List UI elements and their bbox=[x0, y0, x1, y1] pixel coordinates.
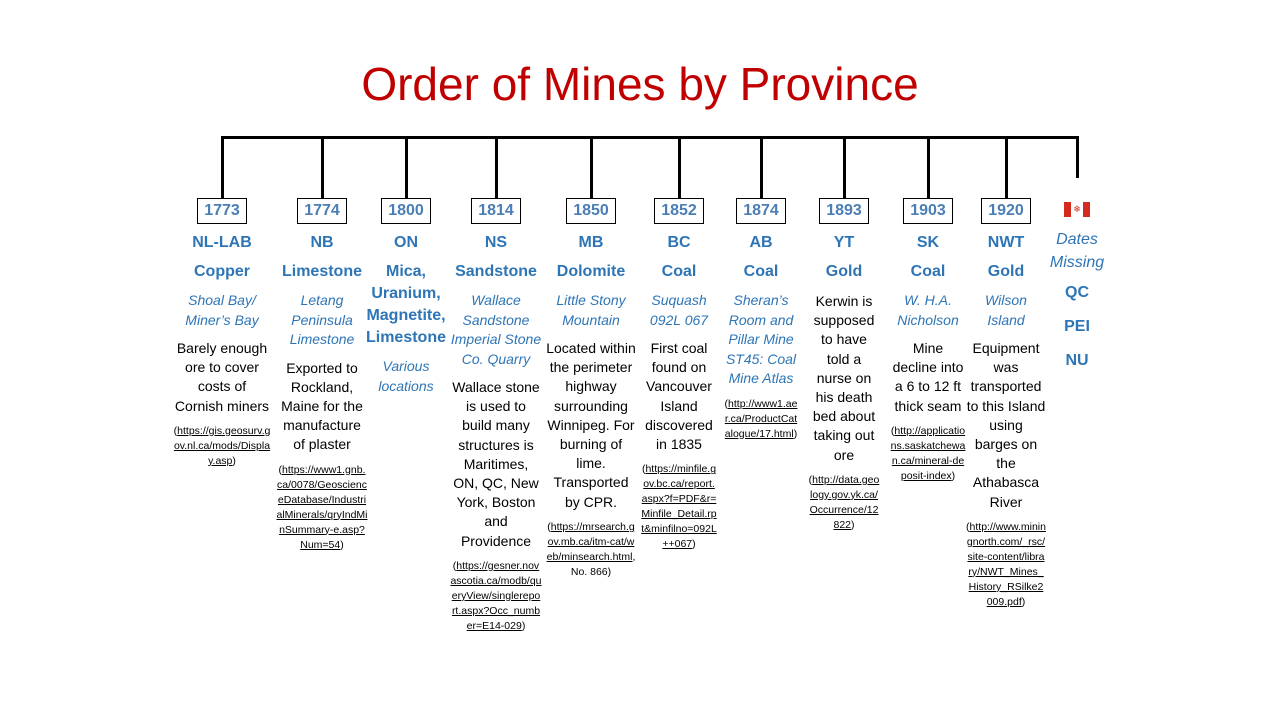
description-text: Exported to Rockland, Maine for the manufacture of plaster bbox=[281, 359, 363, 453]
timeline-tick bbox=[221, 136, 224, 200]
timeline-line bbox=[222, 136, 1079, 139]
timeline-column bbox=[545, 198, 637, 580]
timeline-column bbox=[890, 198, 966, 484]
missing-province: NU bbox=[1065, 352, 1089, 369]
mineral-label: Sandstone bbox=[455, 263, 537, 280]
source-link[interactable]: https://gis.geosurv.gov.nl.ca/mods/Display.asp bbox=[173, 424, 271, 467]
timeline-tick bbox=[1005, 136, 1008, 200]
missing-province: QC bbox=[1065, 284, 1089, 301]
source-citation: (http://www1.aer.ca/ProductCatalogue/17.html) bbox=[724, 397, 798, 440]
province-label: NS bbox=[484, 234, 508, 251]
timeline-tick bbox=[1076, 136, 1079, 178]
source-suffix: ) bbox=[1021, 595, 1026, 608]
timeline-column bbox=[724, 198, 798, 442]
source-suffix: ) bbox=[692, 538, 696, 551]
timeline-column bbox=[966, 198, 1046, 610]
location-label: Shoal Bay/ Miner’s Bay bbox=[185, 292, 259, 328]
timeline-tick bbox=[405, 136, 408, 200]
source-link[interactable]: https://minfile.gov.bc.ca/report.aspx?f=PDF&r=Minfile_Detail.rpt&minfilno=092L++067 bbox=[641, 463, 717, 551]
location-label: Sheran’s Room and Pillar Mine ST45: Coal Mine Atlas bbox=[725, 292, 797, 386]
year-box: 1850 bbox=[566, 198, 616, 224]
timeline-tick bbox=[760, 136, 763, 200]
source-citation: (https://www1.gnb.ca/0078/GeoscienceDatabase/IndustrialMinerals/qryIndMinSummary-e.asp?Num=54) bbox=[276, 463, 368, 551]
location-label: Wallace Sandstone Imperial Stone Co. Quarry bbox=[450, 292, 542, 367]
year-box: 1893 bbox=[819, 198, 869, 224]
location-label: Wilson Island bbox=[985, 292, 1027, 328]
location-label: Suquash 092L 067 bbox=[649, 292, 709, 328]
timeline-column bbox=[276, 198, 368, 553]
source-suffix: , No. 866) bbox=[570, 550, 636, 578]
province-label: SK bbox=[916, 234, 940, 251]
source-citation: (https://gis.geosurv.gov.nl.ca/mods/Display.asp) bbox=[173, 424, 271, 467]
location-label: Various locations bbox=[378, 358, 434, 394]
source-link[interactable]: https://www1.gnb.ca/0078/GeoscienceDatabase/IndustrialMinerals/qryIndMinSummary-e.asp?Num=54 bbox=[276, 463, 368, 551]
source-suffix: ) bbox=[340, 538, 344, 551]
mineral-label: Limestone bbox=[281, 263, 362, 280]
mineral-label: Coal bbox=[743, 263, 779, 280]
timeline-column bbox=[641, 198, 717, 552]
source-link[interactable]: http://data.geology.gov.yk.ca/Occurrence/12822 bbox=[809, 473, 880, 531]
timeline-column bbox=[450, 198, 542, 634]
description-text: Located within the perimeter highway surrounding Winnipeg. For burning of lime. Transported by CPR. bbox=[546, 340, 636, 510]
timeline-column bbox=[360, 198, 452, 396]
source-citation: (https://mrsearch.gov.mb.ca/itm-cat/web/minsearch.html, No. 866) bbox=[546, 520, 636, 578]
source-citation: (http://data.geology.gov.yk.ca/Occurrence/12822) bbox=[808, 473, 880, 531]
location-label: W. H.A. Nicholson bbox=[897, 292, 959, 328]
description-text: Mine decline into a 6 to 12 ft thick seam bbox=[892, 340, 964, 414]
year-box: 1920 bbox=[981, 198, 1031, 224]
province-label: NWT bbox=[987, 234, 1025, 251]
timeline-column bbox=[172, 198, 272, 469]
dates-missing-label: Dates Missing bbox=[1049, 231, 1105, 271]
timeline-tick bbox=[843, 136, 846, 200]
mineral-label: Copper bbox=[194, 263, 250, 280]
location-label: Letang Peninsula Limestone bbox=[289, 292, 355, 347]
source-link[interactable]: https://gesner.novascotia.ca/modb/queryView/singlereport.aspx?Occ_number=E14-029 bbox=[450, 559, 542, 632]
source-suffix: ) bbox=[232, 454, 236, 467]
missing-dates-column bbox=[1037, 198, 1117, 376]
source-link[interactable]: http://www1.aer.ca/ProductCatalogue/17.html bbox=[724, 397, 798, 440]
source-citation: (http://applications.saskatchewan.ca/mineral-deposit-index) bbox=[890, 424, 966, 482]
year-box: 1800 bbox=[381, 198, 431, 224]
province-label: NB bbox=[310, 234, 334, 251]
year-box: 1852 bbox=[654, 198, 704, 224]
province-label: MB bbox=[578, 234, 604, 251]
description-text: Wallace stone is used to build many structures is Maritimes, ON, QC, New York, Boston and Providence bbox=[452, 379, 540, 549]
province-label: NL-LAB bbox=[192, 234, 252, 251]
year-box: 1814 bbox=[471, 198, 521, 224]
year-box: 1773 bbox=[197, 198, 247, 224]
source-link[interactable]: http://www.miningnorth.com/_rsc/site-content/library/NWT_Mines_History_RSilke2009.pdf bbox=[966, 520, 1046, 608]
year-box: 1903 bbox=[903, 198, 953, 224]
source-suffix: ) bbox=[793, 427, 798, 440]
timeline-tick bbox=[590, 136, 593, 200]
description-text: First coal found on Vancouver Island discovered in 1835 bbox=[645, 340, 713, 453]
timeline-tick bbox=[495, 136, 498, 200]
year-box: 1774 bbox=[297, 198, 347, 224]
location-label: Little Stony Mountain bbox=[556, 292, 626, 328]
timeline-tick bbox=[678, 136, 681, 200]
source-citation: (https://gesner.novascotia.ca/modb/queryView/singlereport.aspx?Occ_number=E14-029) bbox=[450, 559, 542, 632]
province-label: ON bbox=[394, 234, 418, 251]
mineral-label: Coal bbox=[661, 263, 697, 280]
province-label: AB bbox=[749, 234, 773, 251]
source-suffix: ) bbox=[521, 619, 526, 632]
canada-flag-icon: ❄ bbox=[1064, 202, 1090, 217]
source-suffix: ) bbox=[851, 518, 855, 531]
mineral-label: Coal bbox=[910, 263, 946, 280]
mineral-label: Mica, Uranium, Magnetite, Limestone bbox=[365, 263, 446, 346]
source-citation: (https://minfile.gov.bc.ca/report.aspx?f=PDF&r=Minfile_Detail.rpt&minfilno=092L++067) bbox=[641, 463, 717, 551]
year-box: 1874 bbox=[736, 198, 786, 224]
source-link[interactable]: https://mrsearch.gov.mb.ca/itm-cat/web/minsearch.html bbox=[546, 520, 635, 563]
mineral-label: Gold bbox=[825, 263, 863, 280]
page-title: Order of Mines by Province bbox=[361, 58, 919, 110]
source-citation: (http://www.miningnorth.com/_rsc/site-content/library/NWT_Mines_History_RSilke2009.pdf) bbox=[966, 520, 1046, 608]
source-link[interactable]: http://applications.saskatchewan.ca/mineral-deposit-index bbox=[890, 424, 966, 482]
description-text: Equipment was transported to this Island using barges on the Athabasca River bbox=[966, 340, 1046, 510]
timeline-column bbox=[808, 198, 880, 533]
mineral-label: Gold bbox=[987, 263, 1025, 280]
province-label: BC bbox=[667, 234, 691, 251]
province-label: YT bbox=[833, 234, 855, 251]
description-text: Kerwin is supposed to have told a nurse on his death bed about taking out ore bbox=[812, 293, 876, 463]
mineral-label: Dolomite bbox=[556, 263, 626, 280]
timeline-tick bbox=[927, 136, 930, 200]
source-suffix: ) bbox=[951, 469, 956, 482]
timeline-tick bbox=[321, 136, 324, 200]
missing-province: PEI bbox=[1064, 318, 1090, 335]
description-text: Barely enough ore to cover costs of Cornish miners bbox=[174, 340, 270, 414]
